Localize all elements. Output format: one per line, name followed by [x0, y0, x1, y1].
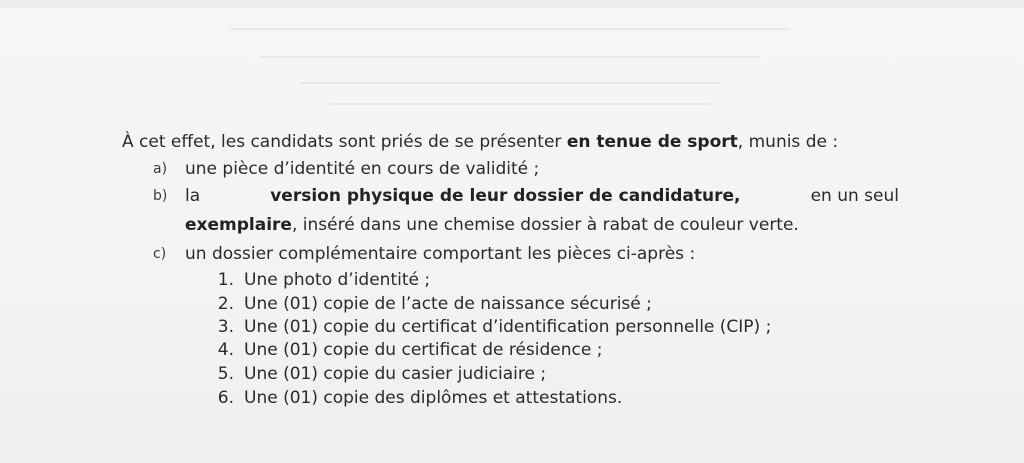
sublist-number: 1. [217, 270, 234, 290]
list-marker-a: a) [153, 161, 168, 177]
sublist-number: 6. [217, 388, 234, 408]
sublist-item: Une (01) copie de l’acte de naissance sécurisé ; [244, 294, 652, 314]
sublist-number: 5. [217, 364, 234, 384]
sublist-item: Une (01) copie du certificat d’identification personnelle (CIP) ; [244, 317, 772, 337]
list-item-b-prefix: la [185, 186, 201, 206]
sublist-item: Une photo d’identité ; [244, 270, 431, 290]
sublist-number: 4. [217, 340, 234, 360]
intro-bold-text: en tenue de sport [566, 132, 738, 152]
top-bar [0, 0, 1024, 8]
document-body [0, 8, 1024, 463]
list-marker-b: b) [153, 188, 168, 204]
document-page [0, 8, 1024, 463]
list-item-b-bold-2: exemplaire [185, 215, 292, 235]
list-item-b-text-2: , inséré dans une chemise dossier à rabat de couleur verte. [291, 215, 799, 235]
intro-text: À cet effet, les candidats sont priés de se présenter [122, 132, 567, 152]
sublist-item: Une (01) copie du certificat de résidence ; [244, 340, 603, 360]
list-item-b-suffix: en un seul [810, 186, 899, 206]
intro-text-end: , munis de : [737, 132, 839, 152]
list-item-a: une pièce d’identité en cours de validité ; [185, 159, 540, 179]
sublist-number: 3. [217, 317, 234, 337]
list-item-b-line-2 [185, 214, 799, 236]
sublist-item: Une (01) copie des diplômes et attestations. [244, 388, 623, 408]
list-item-b-bold: version physique de leur dossier de candidature, [270, 186, 741, 206]
sublist-item: Une (01) copie du casier judiciaire ; [244, 364, 547, 384]
sublist-number: 2. [217, 294, 234, 314]
intro-paragraph [122, 131, 838, 153]
list-item-b-line-1 [185, 185, 899, 207]
list-marker-c: c) [153, 246, 167, 262]
list-item-c: un dossier complémentaire comportant les pièces ci-après : [185, 244, 696, 264]
